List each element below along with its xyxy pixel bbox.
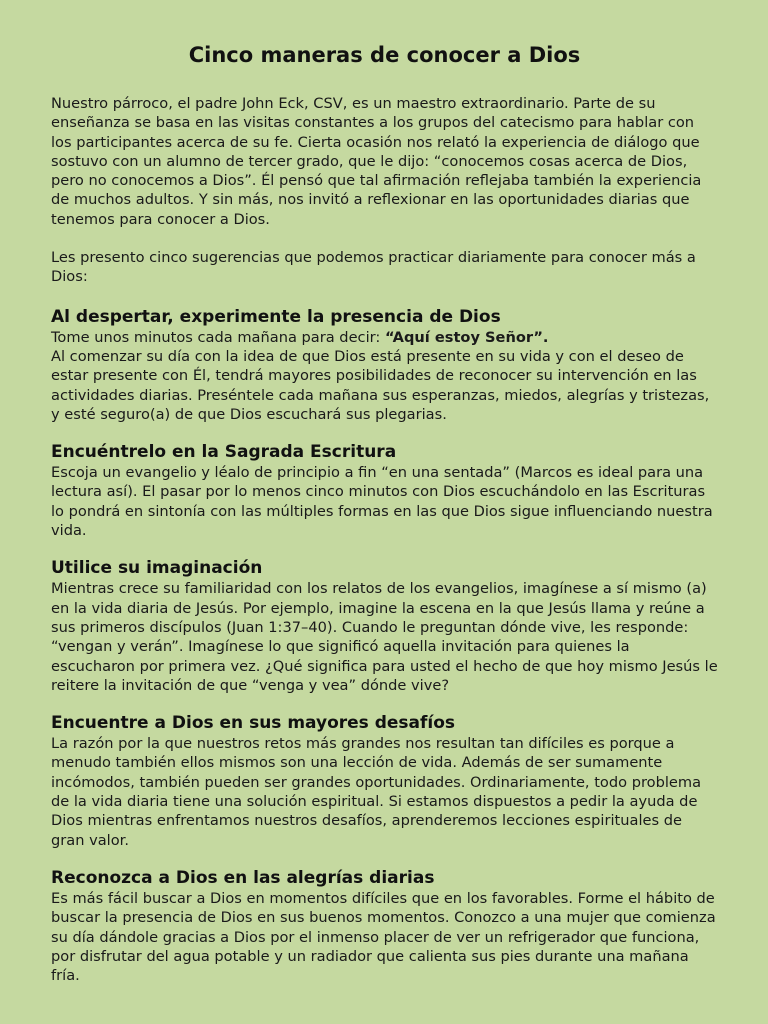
intro-paragraph: Nuestro párroco, el padre John Eck, CSV, es un maestro extraordinario. Parte de su enseñanza se basa en las visitas constantes a los grupos del catecismo para hablar con los participantes acerca de su fe. Cierta ocasión nos relató la experiencia de diálogo que sostuvo con un alumno de tercer grado, que le dijo: “conocemos cosas acerca de Dios, pero no conocemos a Dios”. Él pensó que tal afirmación reflejaba también la experiencia de muchos adultos. Y sin más, nos invitó a reflexionar en las oportunidades diarias que tenemos para conocer a Dios. bbox=[51, 95, 702, 228]
section-body: Escoja un evangelio y léalo de principio a fin “en una sentada” (Marcos es ideal para una lectura así). El pasar por lo menos cinco minutos con Dios escuchándolo en las Escrituras lo pondrá en sintonía con las múltiples formas en las que Dios sigue influenciando nuestra vida. bbox=[51, 464, 713, 540]
section-heading: Encuéntrelo en la Sagrada Escritura bbox=[51, 442, 397, 463]
section-heading: Al despertar, experimente la presencia de Dios bbox=[51, 306, 501, 327]
section-lead-text: Tome unos minutos cada mañana para decir: bbox=[51, 328, 385, 346]
section-heading: Encuentre a Dios en sus mayores desafíos bbox=[51, 713, 456, 734]
intro-paragraph-2: Les presento cinco sugerencias que podemos practicar diariamente para conocer más a Dios: bbox=[51, 249, 696, 286]
section-heading: Reconozca a Dios en las alegrías diarias bbox=[51, 867, 435, 888]
section-lead-quote: “Aquí estoy Señor”. bbox=[384, 328, 549, 346]
section-lead bbox=[51, 328, 718, 347]
section-alegrias bbox=[51, 868, 718, 985]
page-title: Cinco maneras de conocer a Dios bbox=[188, 43, 581, 67]
section-heading: Utilice su imaginación bbox=[51, 558, 263, 579]
section-desafios bbox=[51, 713, 718, 850]
section-body: Es más fácil buscar a Dios en momentos difíciles que en los favorables. Forme el hábito de buscar la presencia de Dios en sus buenos momentos. Conozco a una mujer que comienza su día dándole gracias a Dios por el inmenso placer de ver un refrigerador que funciona, por disfrutar del agua potable y un radiador que calienta sus pies durante una mañana fría. bbox=[51, 889, 716, 985]
section-body: Al comenzar su día con la idea de que Dios está presente en su vida y con el deseo de estar presente con Él, tendrá mayores posibilidades de reconocer su intervención en las actividades diarias. Preséntele cada mañana sus esperanzas, miedos, alegrías y tristezas, y esté seguro(a) de que Dios escuchará sus plegarias. bbox=[51, 347, 710, 423]
section-despertar bbox=[51, 307, 718, 424]
section-imaginacion bbox=[51, 558, 718, 695]
section-body: La razón por la que nuestros retos más grandes nos resultan tan difíciles es porque a menudo también ellos mismos son una lección de vida. Además de ser sumamente incómodos, también pueden ser grandes oportunidades. Ordinariamente, todo problema de la vida diaria tiene una solución espiritual. Si estamos dispuestos a pedir la ayuda de Dios mientras enfrentamos nuestros desafíos, aprenderemos lecciones espirituales de gran valor. bbox=[51, 735, 702, 849]
section-escritura bbox=[51, 442, 718, 540]
section-body: Mientras crece su familiaridad con los relatos de los evangelios, imagínese a sí mismo (a) en la vida diaria de Jesús. Por ejemplo, imagine la escena en la que Jesús llama y reúne a sus primeros discípulos (Juan 1:37–40). Cuando le preguntan dónde vive, les responde: “vengan y verán”. Imagínese lo que significó aquella invitación para quienes la escucharon por primera vez. ¿Qué significa para usted el hecho de que hoy mismo Jesús le reitere la invitación de que “venga y vea” dónde vive? bbox=[51, 580, 718, 694]
